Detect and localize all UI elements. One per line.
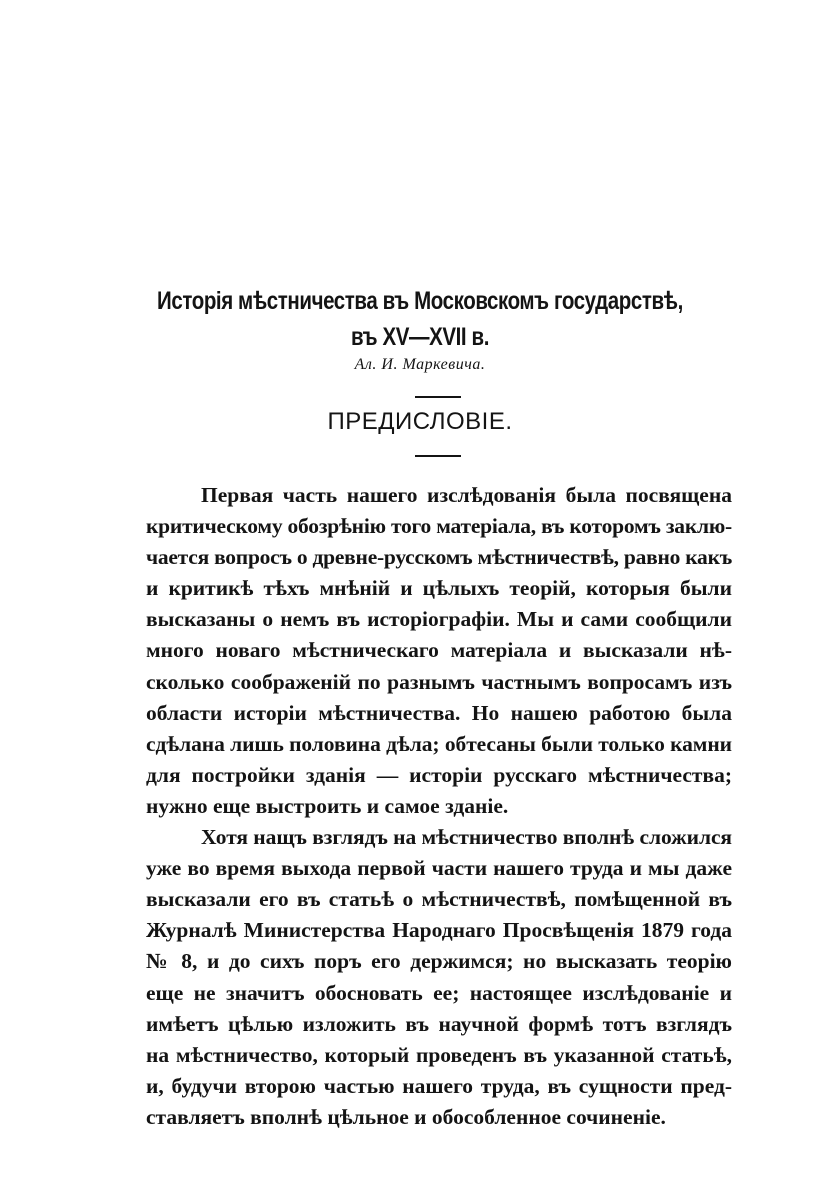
author-name: Ал. И. Маркевича. — [354, 356, 486, 373]
text-line: чается вопросъ о древне-русскомъ мѣстничествѣ, равно какъ — [146, 545, 732, 570]
text-line: области исторіи мѣстничества. Но нашею работою была — [146, 700, 732, 725]
text-line: № 8, и до сихъ поръ его держимся; но высказать теорію — [146, 949, 732, 974]
text-line: критическому обозрѣнію того матеріала, въ которомъ заклю- — [146, 514, 732, 539]
text-line: высказаны о немъ въ исторіографіи. Мы и сами сообщили — [146, 607, 732, 632]
text-line: Первая часть нашего изслѣдованія была посвящена — [201, 483, 732, 507]
body-text — [146, 480, 732, 1133]
text-line: Журналѣ Министерства Народнаго Просвѣщенія 1879 года — [146, 918, 732, 943]
text-line: высказали его въ статьѣ о мѣстничествѣ, помѣщенной въ — [146, 887, 732, 912]
text-line: имѣетъ цѣлью изложить въ научной формѣ тотъ взглядъ — [146, 1011, 732, 1036]
text-line: нужно еще выстроить и самое зданіе. — [146, 793, 509, 818]
text-line: еще не значитъ обосновать ее; настоящее изслѣдованіе и — [146, 980, 732, 1005]
text-line: для постройки зданія — исторіи русскаго мѣстничества; — [146, 762, 732, 787]
text-line: уже во время выхода первой части нашего труда и мы даже — [146, 856, 732, 881]
section-heading: ПРЕДИСЛОВІЕ. — [327, 408, 513, 435]
text-line: на мѣстничество, который проведенъ въ указанной статьѣ, — [146, 1042, 732, 1067]
text-line: много новаго мѣстническаго матеріала и высказали нѣ- — [146, 638, 732, 663]
text-line: ставляетъ вполнѣ цѣльное и обособленное сочиненіе. — [146, 1104, 666, 1129]
text-line: сдѣлана лишь половина дѣла; обтесаны были только камни — [146, 731, 733, 756]
divider-top — [415, 396, 461, 398]
text-line: сколько соображеній по разнымъ частнымъ вопросамъ изъ — [146, 669, 732, 694]
text-line: Хотя нащъ взглядъ на мѣстничество вполнѣ сложился — [201, 825, 732, 850]
book-title-line-1: Исторія мѣстничества въ Московскомъ государствѣ, — [157, 287, 683, 315]
text-line: и, будучи второю частью нашего труда, въ сущности пред- — [146, 1073, 732, 1098]
divider-bottom — [415, 455, 461, 457]
book-title-line-2: въ XV—XVII в. — [351, 323, 489, 351]
text-line: и критикѣ тѣхъ мнѣній и цѣлыхъ теорій, которыя были — [146, 576, 732, 601]
